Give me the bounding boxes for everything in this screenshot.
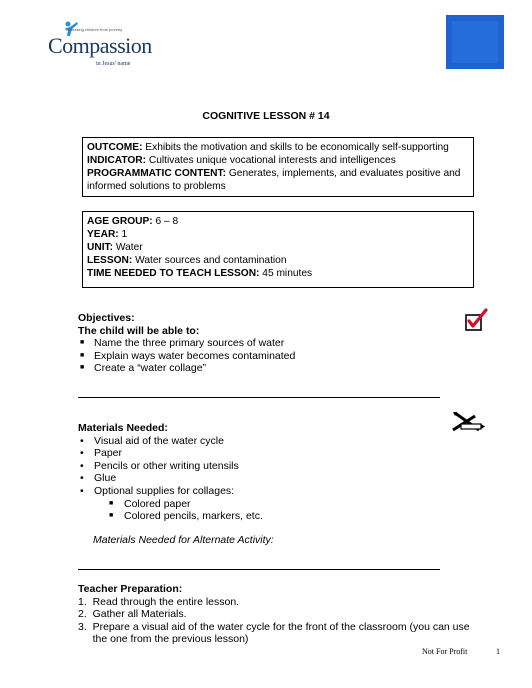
time-row [87, 267, 469, 280]
list-item: 1. Read through the entire lesson. [78, 595, 240, 608]
list-item [78, 510, 263, 523]
round-bullet-icon: • [80, 447, 84, 460]
unit-label: UNIT: [87, 242, 114, 253]
round-bullet-icon: • [80, 484, 84, 497]
list-item [78, 485, 263, 498]
round-bullet-icon: • [80, 459, 84, 472]
list-item [78, 447, 263, 460]
age-group-label: AGE GROUP: [87, 216, 153, 227]
list-item: 2. Gather all Materials. [78, 608, 187, 621]
square-bullet-icon: ■ [109, 499, 114, 507]
objective-text: Explain ways water becomes contaminated [94, 349, 296, 362]
list-item: 3. Prepare a visual aid of the water cycle for the front of the classroom (you can use [78, 620, 470, 633]
lesson-info-box [82, 211, 474, 288]
compassion-logo [48, 20, 158, 68]
age-group-value: 6 – 8 [152, 216, 179, 227]
unit-row [87, 241, 469, 254]
footer-note: Not For Profit [422, 647, 468, 656]
section-divider [78, 397, 440, 398]
objectives-subheading: The child will be able to: [78, 324, 200, 337]
square-bullet-icon: ■ [80, 351, 85, 359]
objectives-section [78, 312, 295, 375]
list-item [78, 498, 263, 511]
logo-tagline: Releasing children from poverty [66, 27, 123, 32]
objectives-list [78, 337, 295, 375]
material-text: Paper [94, 447, 123, 460]
indicator-label: INDICATOR: [87, 155, 147, 166]
indicator-text: Cultivates unique vocational interests and intelligences [146, 155, 396, 166]
materials-list [78, 435, 263, 523]
material-text: Visual aid of the water cycle [94, 434, 224, 447]
materials-heading: Materials Needed: [78, 422, 168, 434]
lesson-title: COGNITIVE LESSON # 14 [202, 110, 330, 122]
lesson-row [87, 254, 469, 267]
lesson-value: Water sources and contamination [132, 255, 287, 266]
programmatic-content-row [87, 167, 469, 193]
round-bullet-icon: • [80, 472, 84, 485]
list-item [78, 350, 295, 363]
outcome-box [82, 137, 474, 197]
list-item [78, 362, 295, 375]
objectives-heading: Objectives: [78, 312, 135, 324]
time-value: 45 minutes [259, 268, 313, 279]
outcome-text: Exhibits the motivation and skills to be economically self-supporting [142, 142, 449, 153]
blue-decorative-block [446, 15, 504, 69]
list-item-continuation: the one from the previous lesson) [78, 633, 249, 646]
outcome-label: OUTCOME: [87, 142, 143, 153]
material-text: Pencils or other writing utensils [94, 459, 239, 472]
material-subitem-text: Colored pencils, markers, etc. [124, 510, 263, 523]
list-item [78, 460, 263, 473]
section-divider [78, 569, 440, 570]
programmatic-content-text: Generates, implements, and evaluates positive and informed solutions to problems [87, 168, 461, 192]
page-number: 1 [496, 647, 500, 656]
alternate-materials-label: Materials Needed for Alternate Activity: [93, 534, 274, 546]
material-text: Optional supplies for collages: [94, 484, 235, 497]
objective-text: Name the three primary sources of water [94, 337, 285, 350]
age-group-row [87, 215, 469, 228]
pencil-crossed-icon [451, 410, 485, 434]
logo-brand-sub: in Jesus' name [96, 61, 131, 67]
list-item [78, 435, 263, 448]
year-row [87, 228, 469, 241]
materials-section [78, 422, 263, 523]
logo-brand: Compassion [48, 33, 152, 58]
checkbox-check-icon [465, 308, 489, 332]
round-bullet-icon: • [80, 434, 84, 447]
year-value: 1 [118, 229, 128, 240]
material-subitem-text: Colored paper [124, 497, 191, 510]
material-text: Glue [94, 472, 117, 485]
teacher-preparation-section [78, 583, 470, 646]
objective-text: Create a “water collage” [94, 362, 207, 375]
outcome-row [87, 141, 469, 154]
programmatic-content-label: PROGRAMMATIC CONTENT: [87, 168, 227, 179]
square-bullet-icon: ■ [80, 339, 85, 347]
year-label: YEAR: [87, 229, 119, 240]
teacher-preparation-heading: Teacher Preparation: [78, 583, 183, 595]
time-label: TIME NEEDED TO TEACH LESSON: [87, 268, 260, 279]
list-item [78, 337, 295, 350]
square-bullet-icon: ■ [80, 364, 85, 372]
unit-value: Water [113, 242, 143, 253]
lesson-label: LESSON: [87, 255, 133, 266]
list-item [78, 472, 263, 485]
indicator-row [87, 154, 469, 167]
square-bullet-icon: ■ [109, 512, 114, 520]
